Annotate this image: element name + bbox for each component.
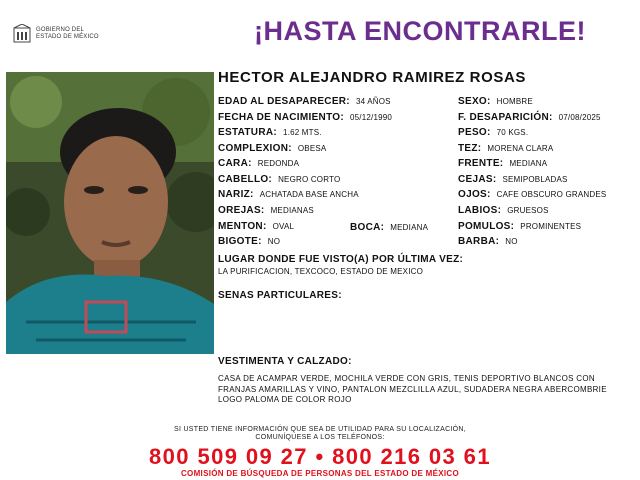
sexo-value: HOMBRE — [496, 97, 533, 106]
menton-label: MENTON: — [218, 221, 267, 232]
edad-value: 34 AÑOS — [355, 97, 391, 106]
logo-line2: ESTADO DE MÉXICO — [36, 34, 99, 40]
nacimiento-value: 05/12/1990 — [350, 113, 393, 122]
cabello-label: CABELLO: — [218, 174, 273, 185]
field-bigote — [218, 236, 280, 247]
menton-value: OVAL — [272, 222, 295, 231]
complexion-label: COMPLEXION: — [218, 143, 292, 154]
info-line2: COMUNÍQUESE A LOS TELÉFONOS: — [255, 434, 385, 441]
state-logo — [12, 22, 122, 46]
field-frente — [458, 158, 547, 169]
cejas-label: CEJAS: — [458, 174, 497, 185]
desaparicion-value: 07/08/2025 — [558, 113, 601, 122]
field-estatura — [218, 127, 322, 138]
complexion-value: OBESA — [297, 144, 327, 153]
estatura-label: ESTATURA: — [218, 127, 277, 138]
field-cabello — [218, 174, 340, 185]
tez-label: TEZ: — [458, 143, 482, 154]
barba-value: NO — [505, 237, 518, 246]
phone-separator: • — [315, 444, 325, 469]
senas-label: SENAS PARTICULARES: — [218, 290, 342, 301]
logo-text — [36, 27, 99, 41]
bigote-label: BIGOTE: — [218, 236, 262, 247]
tez-value: MORENA CLARA — [487, 144, 554, 153]
field-edad — [218, 96, 391, 107]
boca-label: BOCA: — [350, 222, 385, 233]
headline: ¡HASTA ENCONTRARLE! — [254, 16, 586, 46]
desaparicion-label: F. DESAPARICIÓN: — [458, 112, 553, 123]
clothing-value: CASA DE ACAMPAR VERDE, MOCHILA VERDE CON GRIS, TENIS DEPORTIVO BLANCOS CON FRANJAS AMARILLAS Y VINO, PANTALON MEZCLILLA AZUL, SUDADERA NEGRA ABERCOMBRIE LOGO PALOMA DE COLOR ROJO — [218, 374, 607, 404]
labios-label: LABIOS: — [458, 205, 502, 216]
sexo-label: SEXO: — [458, 96, 491, 107]
boca-value: MEDIANA — [390, 223, 429, 232]
cara-label: CARA: — [218, 158, 252, 169]
last-seen-label: LUGAR DONDE FUE VISTO(A) POR ÚLTIMA VEZ: — [218, 254, 464, 265]
field-labios — [458, 205, 549, 216]
nariz-value: ACHATADA BASE ANCHA — [259, 190, 359, 199]
field-cejas — [458, 174, 568, 185]
person-name: HECTOR ALEJANDRO RAMIREZ ROSAS — [218, 69, 527, 86]
state-emblem-icon — [12, 24, 32, 44]
frente-value: MEDIANA — [509, 159, 548, 168]
field-boca — [350, 222, 428, 233]
phone-numbers — [0, 444, 640, 470]
orejas-value: MEDIANAS — [270, 206, 314, 215]
peso-label: PESO: — [458, 127, 491, 138]
cara-value: REDONDA — [257, 159, 300, 168]
field-complexion — [218, 143, 326, 154]
field-nariz — [218, 189, 359, 200]
field-orejas — [218, 205, 314, 216]
field-nacimiento — [218, 112, 392, 123]
estatura-value: 1.62 MTS. — [283, 128, 322, 137]
info-line1: SI USTED TIENE INFORMACIÓN QUE SEA DE UTILIDAD PARA SU LOCALIZACIÓN, — [173, 426, 467, 433]
frente-label: FRENTE: — [458, 158, 504, 169]
cejas-value: SEMIPOBLADAS — [502, 175, 568, 184]
field-cara — [218, 158, 299, 169]
nariz-label: NARIZ: — [218, 189, 254, 200]
field-pomulos — [458, 221, 581, 232]
missing-person-photo — [6, 72, 214, 354]
ojos-value: CAFE OBSCURO GRANDES — [496, 190, 607, 199]
field-sexo — [458, 96, 533, 107]
peso-value: 70 KGS. — [496, 128, 529, 137]
barba-label: BARBA: — [458, 236, 500, 247]
clothing-label: VESTIMENTA Y CALZADO: — [218, 356, 352, 367]
pomulos-label: POMULOS: — [458, 221, 515, 232]
nacimiento-label: FECHA DE NACIMIENTO: — [218, 112, 344, 123]
edad-label: EDAD AL DESAPARECER: — [218, 96, 350, 107]
orejas-label: OREJAS: — [218, 205, 265, 216]
commission-name: COMISIÓN DE BÚSQUEDA DE PERSONAS DEL ESTADO DE MÉXICO — [180, 469, 459, 478]
cabello-value: NEGRO CORTO — [278, 175, 341, 184]
logo-line1: GOBIERNO DEL — [36, 27, 85, 33]
field-peso — [458, 127, 528, 138]
phone-1[interactable]: 800 509 09 27 — [149, 444, 308, 469]
field-desaparicion — [458, 112, 601, 123]
field-barba — [458, 236, 518, 247]
info-text — [0, 426, 640, 442]
field-ojos — [458, 189, 606, 200]
ojos-label: OJOS: — [458, 189, 491, 200]
labios-value: GRUESOS — [507, 206, 549, 215]
field-tez — [458, 143, 553, 154]
last-seen-value: LA PURIFICACION, TEXCOCO, ESTADO DE MEXICO — [218, 267, 424, 276]
phone-2[interactable]: 800 216 03 61 — [332, 444, 491, 469]
bigote-value: NO — [267, 237, 281, 246]
field-menton — [218, 221, 294, 232]
pomulos-value: PROMINENTES — [520, 222, 582, 231]
